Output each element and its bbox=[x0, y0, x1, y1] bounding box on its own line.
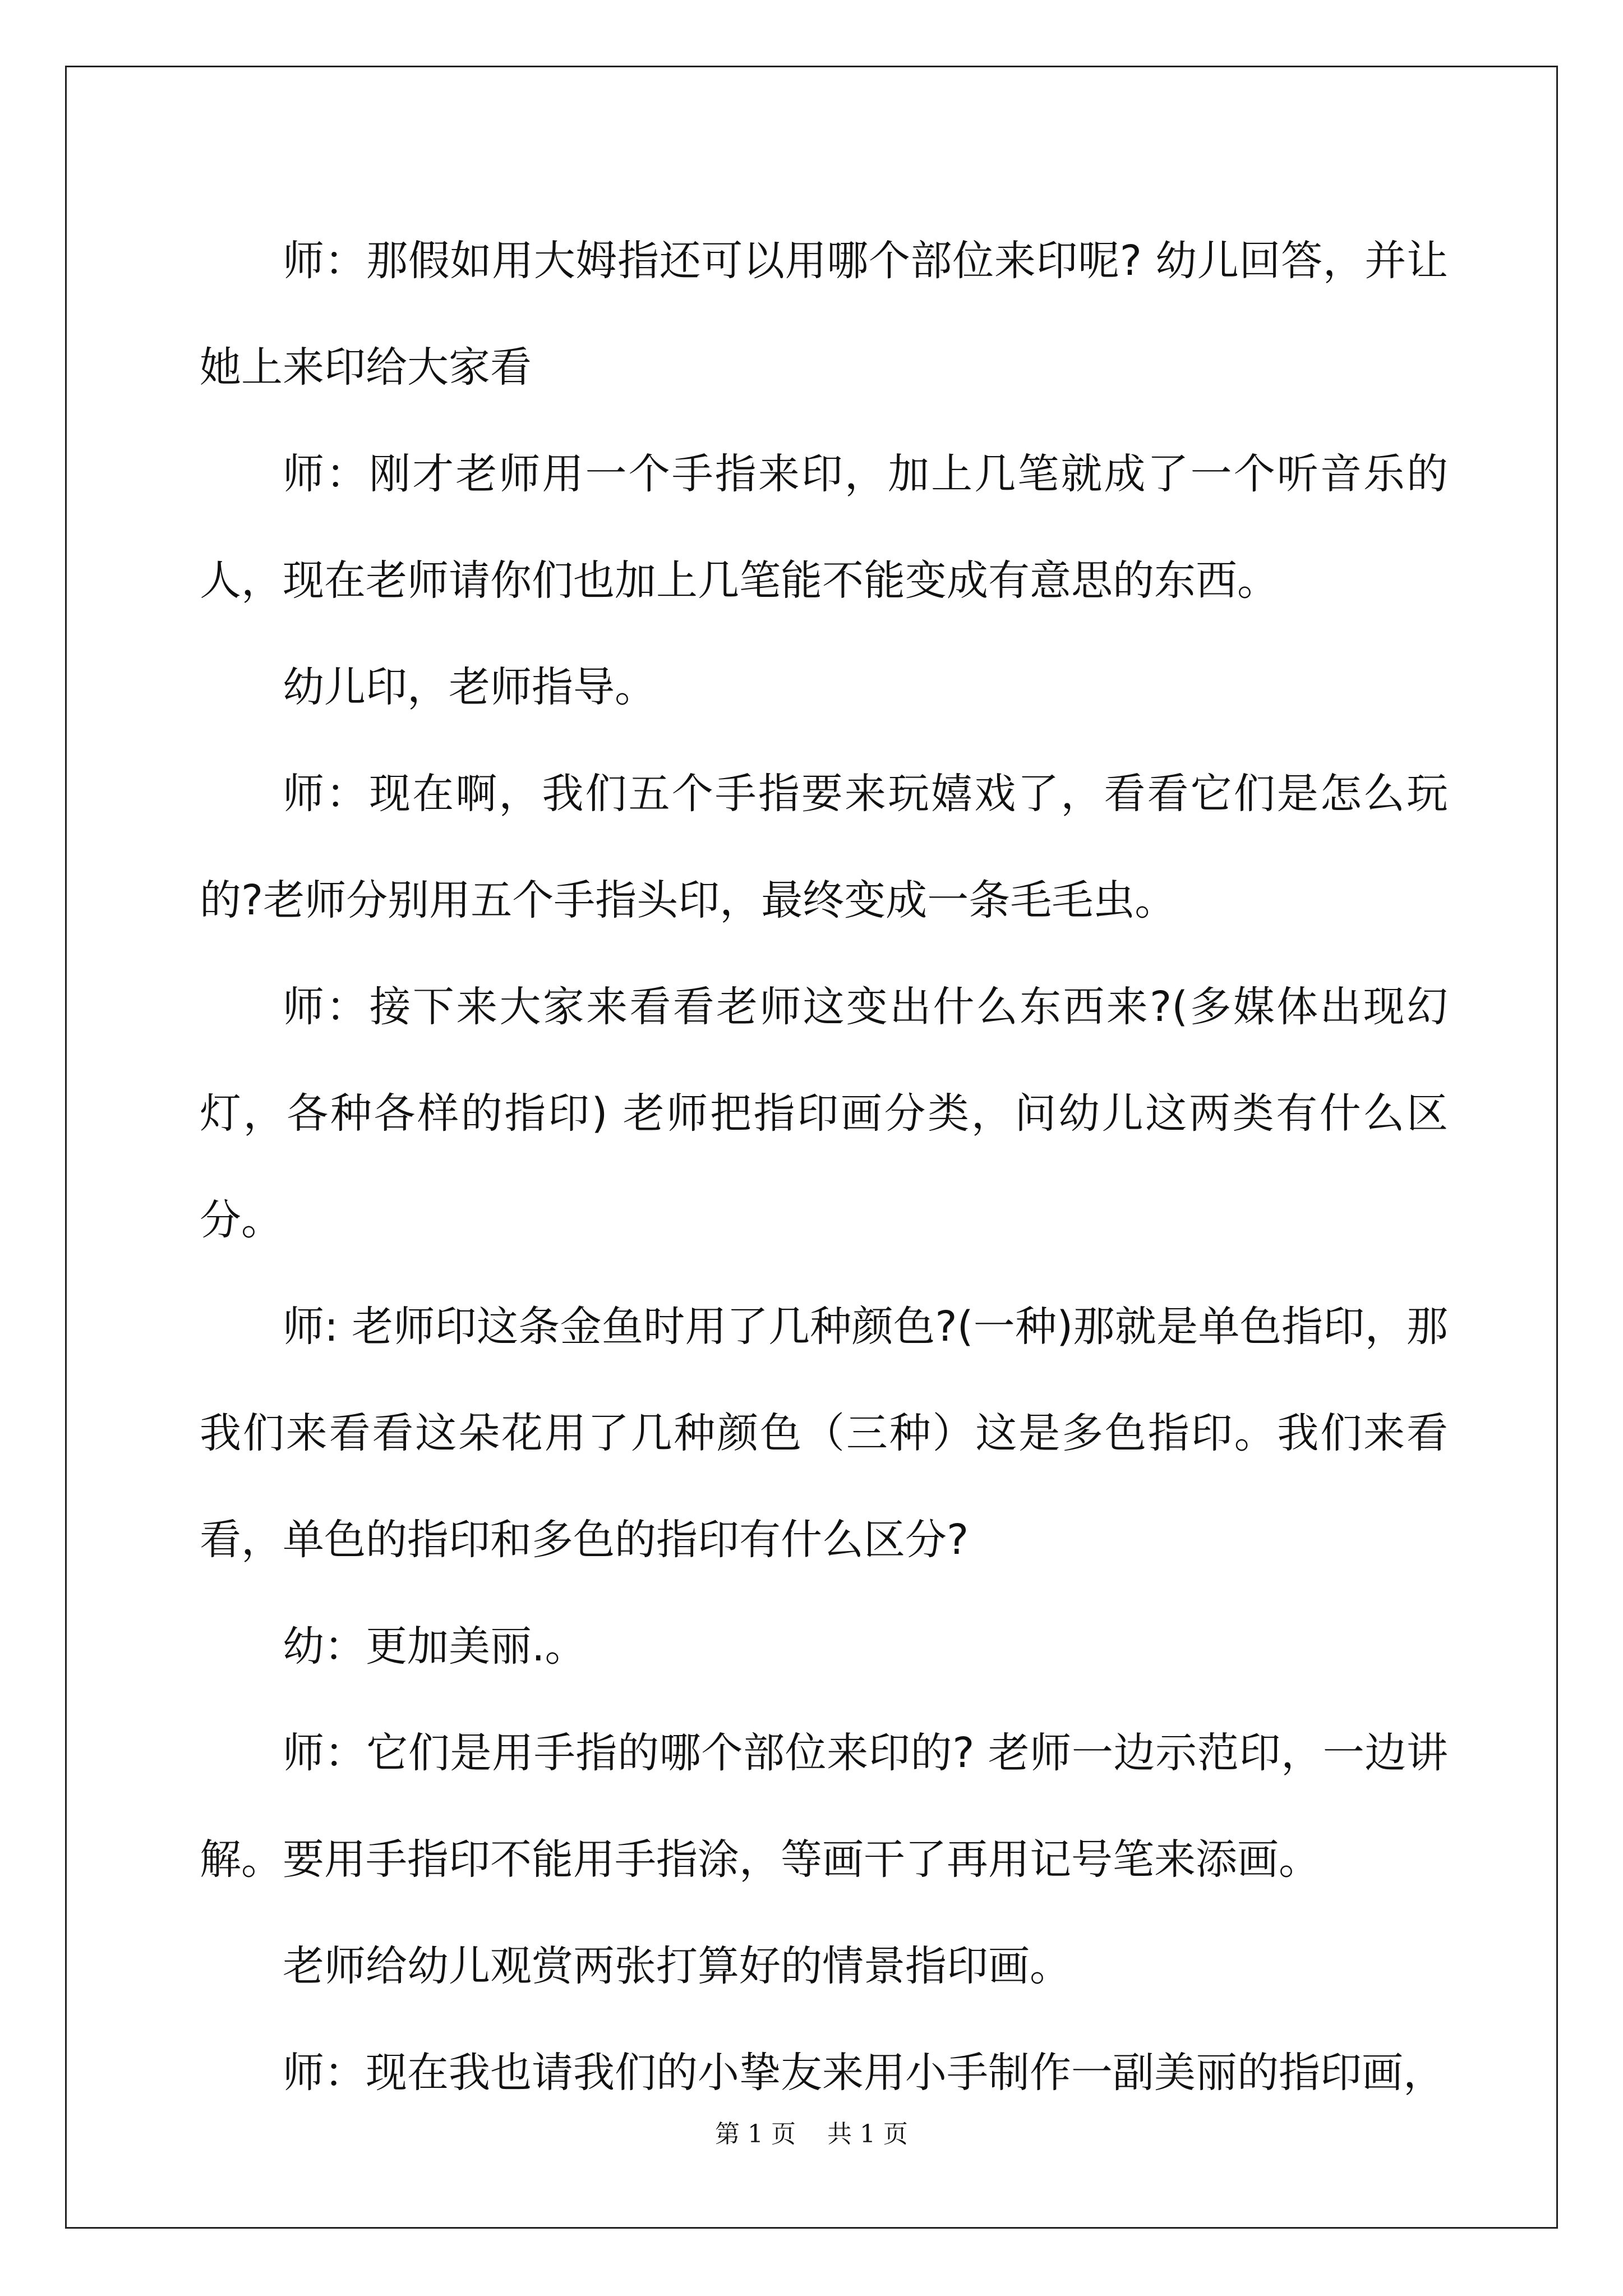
paragraph: 师：接下来大家来看看老师这变出什么东西来?(多媒体出现幻灯，各种各样的指印) 老师把指印画分类，问幼儿这两类有什么区分。 bbox=[200, 983, 1448, 1244]
paragraph: 师：那假如用大姆指还可以用哪个部位来印呢? 幼儿回答，并让她上来印给大家看 bbox=[200, 237, 1448, 392]
paragraph: 师：现在我也请我们的小挚友来用小手制作一副美丽的指印画， bbox=[283, 2049, 1445, 2097]
paragraph: 幼儿印，老师指导。 bbox=[283, 663, 656, 711]
paragraph: 师：刚才老师用一个手指来印，加上几笔就成了一个听音乐的人，现在老师请你们也加上几笔能不能变成有意思的东西。 bbox=[200, 450, 1448, 605]
paragraph: 幼：更加美丽.。 bbox=[283, 1622, 587, 1671]
paragraph: 老师给幼儿观赏两张打算好的情景指印画。 bbox=[283, 1942, 1071, 1990]
paragraph: 师：它们是用手指的哪个部位来印的? 老师一边示范印，一边讲解。要用手指印不能用手指涂，等画干了再用记号笔来添画。 bbox=[200, 1729, 1448, 1884]
paragraph: 师：现在啊，我们五个手指要来玩嬉戏了，看看它们是怎么玩的?老师分别用五个手指头印，最终变成一条毛毛虫。 bbox=[200, 770, 1448, 924]
page-number-footer: 第 1 页 共 1 页 bbox=[715, 2120, 908, 2148]
paragraph: 师: 老师印这条金鱼时用了几种颜色?(一种)那就是单色指印，那我们来看看这朵花用了几种颜色（三种）这是多色指印。我们来看看，单色的指印和多色的指印有什么区分? bbox=[200, 1303, 1448, 1564]
document-body bbox=[200, 208, 1448, 2126]
